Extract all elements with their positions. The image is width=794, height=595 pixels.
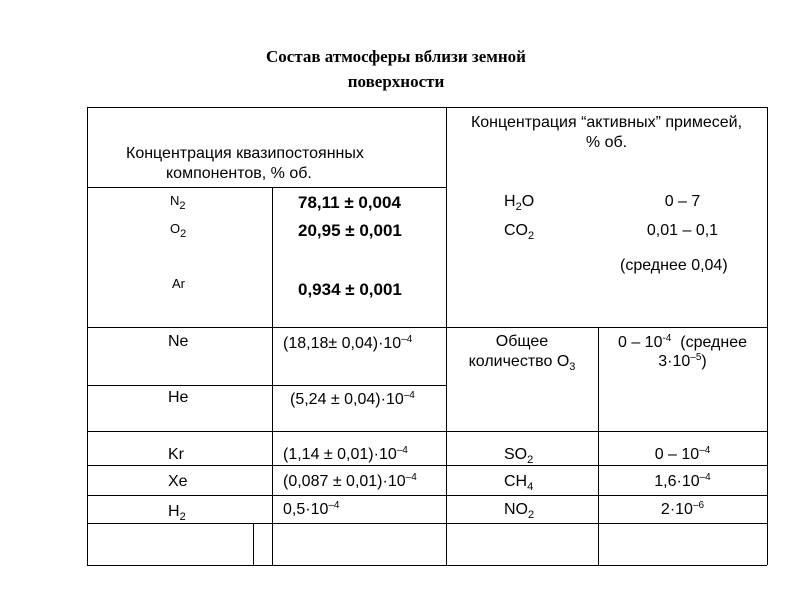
right-header-line-1: Концентрация “активных” примесей, bbox=[470, 114, 743, 131]
title-line-1: Состав атмосферы вблизи земной bbox=[266, 47, 526, 66]
gas-o2: $O_2$ bbox=[170, 221, 187, 240]
value-xe: $(0,087 \pm 0,01)\cdot 10^{-4}$ bbox=[283, 472, 417, 490]
value-kr: $(1,14 \pm 0,01)\cdot 10^{-4}$ bbox=[283, 445, 408, 463]
value-so2: $0 - 10^{-4}$ bbox=[654, 445, 711, 463]
gas-ar: Ar bbox=[172, 276, 185, 291]
table-border-bottom bbox=[87, 565, 767, 566]
row-divider-6 bbox=[87, 523, 767, 524]
row-divider-3 bbox=[87, 431, 767, 432]
gas-he: He bbox=[168, 389, 189, 406]
gas-kr: Kr bbox=[168, 446, 184, 463]
page-title bbox=[206, 44, 586, 94]
value-ne: $(18,18\pm 0,04)\cdot 10^{-4}$ bbox=[283, 334, 413, 352]
value-h2: $0,5\cdot 10^{-4}$ bbox=[283, 500, 340, 518]
value-ch4: $1,6\cdot 10^{-4}$ bbox=[654, 472, 711, 490]
gas-so2: $SO_2$ bbox=[504, 446, 534, 466]
note-co2: (среднее 0,04) bbox=[620, 257, 728, 274]
gas-ne: Ne bbox=[168, 333, 189, 350]
gas-o3-line-2: количество $O_3$ bbox=[468, 353, 576, 373]
gas-o3-line-1: Общее bbox=[495, 333, 549, 350]
column-divider-extra bbox=[253, 523, 254, 565]
gas-ch4: $CH_4$ bbox=[504, 473, 534, 493]
row-divider-header bbox=[87, 187, 446, 188]
value-h2o: 0 – 7 bbox=[664, 193, 701, 210]
value-he: $(5,24 \pm 0,04)\cdot 10^{-4}$ bbox=[290, 390, 415, 408]
right-header-line-2: % об. bbox=[585, 134, 628, 151]
gas-h2: $H_2$ bbox=[168, 503, 186, 523]
value-co2: 0,01 – 0,1 bbox=[646, 222, 719, 239]
gas-co2: $CO_2$ bbox=[504, 222, 535, 242]
gas-h2o: $H_2O$ bbox=[504, 193, 535, 213]
column-divider-left bbox=[272, 187, 273, 565]
value-o3-line-2: $3\cdot 10^{-5}$) bbox=[658, 352, 707, 370]
value-ar: 0,934 ± 0,001 bbox=[298, 280, 402, 299]
gas-no2: $NO_2$ bbox=[504, 501, 535, 521]
left-header-line-1: Концентрация квазипостоянных bbox=[126, 145, 364, 162]
table-border-right bbox=[767, 107, 768, 565]
gas-n2: $N_2$ bbox=[170, 193, 186, 212]
value-no2: $2\cdot 10^{-6}$ bbox=[660, 500, 705, 518]
title-line-2: поверхности bbox=[347, 72, 445, 91]
row-divider-5 bbox=[87, 495, 767, 496]
row-divider-1 bbox=[87, 327, 767, 328]
row-divider-4 bbox=[87, 465, 767, 466]
value-o2: 20,95 ± 0,001 bbox=[298, 221, 402, 240]
gas-xe: Xe bbox=[168, 473, 188, 490]
value-n2: 78,11 ± 0,004 bbox=[298, 193, 401, 212]
value-o3-line-1: $0 - 10^{-4}$ (среднее bbox=[617, 333, 748, 351]
left-header-line-2: компонентов, % об. bbox=[166, 165, 312, 182]
table-border-left bbox=[87, 107, 88, 565]
row-divider-2 bbox=[87, 385, 446, 386]
table-border-top bbox=[87, 107, 767, 108]
